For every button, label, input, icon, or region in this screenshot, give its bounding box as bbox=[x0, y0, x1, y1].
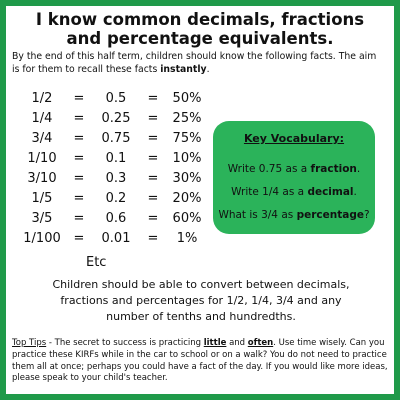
fact-fraction: 3/4 bbox=[31, 131, 53, 146]
fact-decimal: 0.1 bbox=[105, 151, 127, 166]
intro-emphasis: instantly bbox=[160, 64, 207, 75]
fact-percent: 10% bbox=[172, 151, 202, 166]
vocab-term: fraction bbox=[310, 163, 357, 175]
equals-sign: = bbox=[147, 151, 159, 166]
fact-decimal: 0.5 bbox=[105, 91, 127, 106]
fact-row bbox=[16, 169, 236, 189]
vocab-text: Write 0.75 as a bbox=[227, 163, 311, 175]
fact-percent: 50% bbox=[172, 91, 202, 106]
vocab-item-decimal bbox=[213, 186, 375, 199]
fact-row bbox=[16, 109, 236, 129]
equals-sign: = bbox=[147, 131, 159, 146]
equals-sign: = bbox=[73, 111, 85, 126]
fact-fraction: 1/5 bbox=[31, 191, 53, 206]
etc-label: Etc bbox=[86, 255, 107, 270]
equals-sign: = bbox=[73, 171, 85, 186]
intro-end: . bbox=[206, 64, 210, 75]
summary-paragraph: Children should be able to convert between decimals, fractions and percentages for 1/2, 1/4, 3/4 and any number of tenths and hundredths. bbox=[52, 278, 350, 323]
fact-row bbox=[16, 229, 236, 249]
vocab-punct: . bbox=[353, 186, 357, 198]
fact-decimal: 0.01 bbox=[101, 231, 131, 246]
fact-decimal: 0.3 bbox=[105, 171, 127, 186]
page-title: I know common decimals, fractions and percentage equivalents. bbox=[35, 10, 365, 48]
vocab-term: decimal bbox=[307, 186, 354, 198]
equals-sign: = bbox=[73, 91, 85, 106]
top-tips-paragraph bbox=[12, 338, 388, 385]
fact-row bbox=[16, 129, 236, 149]
fact-fraction: 1/2 bbox=[31, 91, 53, 106]
equals-sign: = bbox=[147, 111, 159, 126]
fact-fraction: 1/100 bbox=[23, 231, 61, 246]
vocab-punct: . bbox=[356, 163, 361, 175]
facts-list bbox=[16, 89, 236, 249]
fact-fraction: 1/10 bbox=[27, 151, 57, 166]
fact-percent: 20% bbox=[172, 191, 202, 206]
fact-percent: 1% bbox=[176, 231, 198, 246]
equals-sign: = bbox=[147, 191, 159, 206]
fact-decimal: 0.75 bbox=[101, 131, 131, 146]
fact-row bbox=[16, 189, 236, 209]
intro-text: By the end of this half term, children should know the following facts. The aim is for them to recall these facts bbox=[12, 51, 377, 75]
tips-text: . Use time wisely. Can you practice these KIRFs while in the car to school or on a walk? You do not need to practice them all at once; perhaps you could have a fact of the day. If you would like more ideas, please speak to your child's teacher. bbox=[12, 338, 388, 384]
fact-percent: 75% bbox=[172, 131, 202, 146]
vocab-heading: Key Vocabulary: bbox=[243, 132, 345, 145]
fact-row bbox=[16, 89, 236, 109]
equals-sign: = bbox=[147, 211, 159, 226]
vocab-text: Write 1/4 as a bbox=[231, 186, 308, 198]
vocab-term: percentage bbox=[296, 209, 364, 221]
fact-fraction: 3/10 bbox=[27, 171, 57, 186]
equals-sign: = bbox=[147, 231, 159, 246]
key-vocabulary-box bbox=[213, 121, 375, 234]
fact-decimal: 0.25 bbox=[101, 111, 131, 126]
fact-percent: 60% bbox=[172, 211, 202, 226]
fact-fraction: 3/5 bbox=[31, 211, 53, 226]
fact-percent: 30% bbox=[172, 171, 202, 186]
equals-sign: = bbox=[73, 131, 85, 146]
vocab-item-percentage bbox=[213, 209, 375, 222]
vocab-punct: ? bbox=[363, 209, 370, 221]
fact-decimal: 0.2 bbox=[105, 191, 127, 206]
vocab-text: What is 3/4 as bbox=[218, 209, 297, 221]
equals-sign: = bbox=[73, 151, 85, 166]
equals-sign: = bbox=[147, 171, 159, 186]
tips-text: and bbox=[226, 338, 248, 348]
equals-sign: = bbox=[147, 91, 159, 106]
tips-emphasis-little: little bbox=[203, 338, 227, 348]
tips-text: - The secret to success is practicing bbox=[46, 338, 204, 348]
tips-emphasis-often: often bbox=[247, 338, 274, 348]
equals-sign: = bbox=[73, 231, 85, 246]
vocab-item-fraction bbox=[213, 163, 375, 176]
top-tips-label: Top Tips bbox=[12, 338, 47, 348]
fact-fraction: 1/4 bbox=[31, 111, 53, 126]
equals-sign: = bbox=[73, 211, 85, 226]
intro-paragraph bbox=[12, 50, 382, 76]
fact-percent: 25% bbox=[172, 111, 202, 126]
fact-row bbox=[16, 149, 236, 169]
fact-row bbox=[16, 209, 236, 229]
fact-decimal: 0.6 bbox=[105, 211, 127, 226]
equals-sign: = bbox=[73, 191, 85, 206]
